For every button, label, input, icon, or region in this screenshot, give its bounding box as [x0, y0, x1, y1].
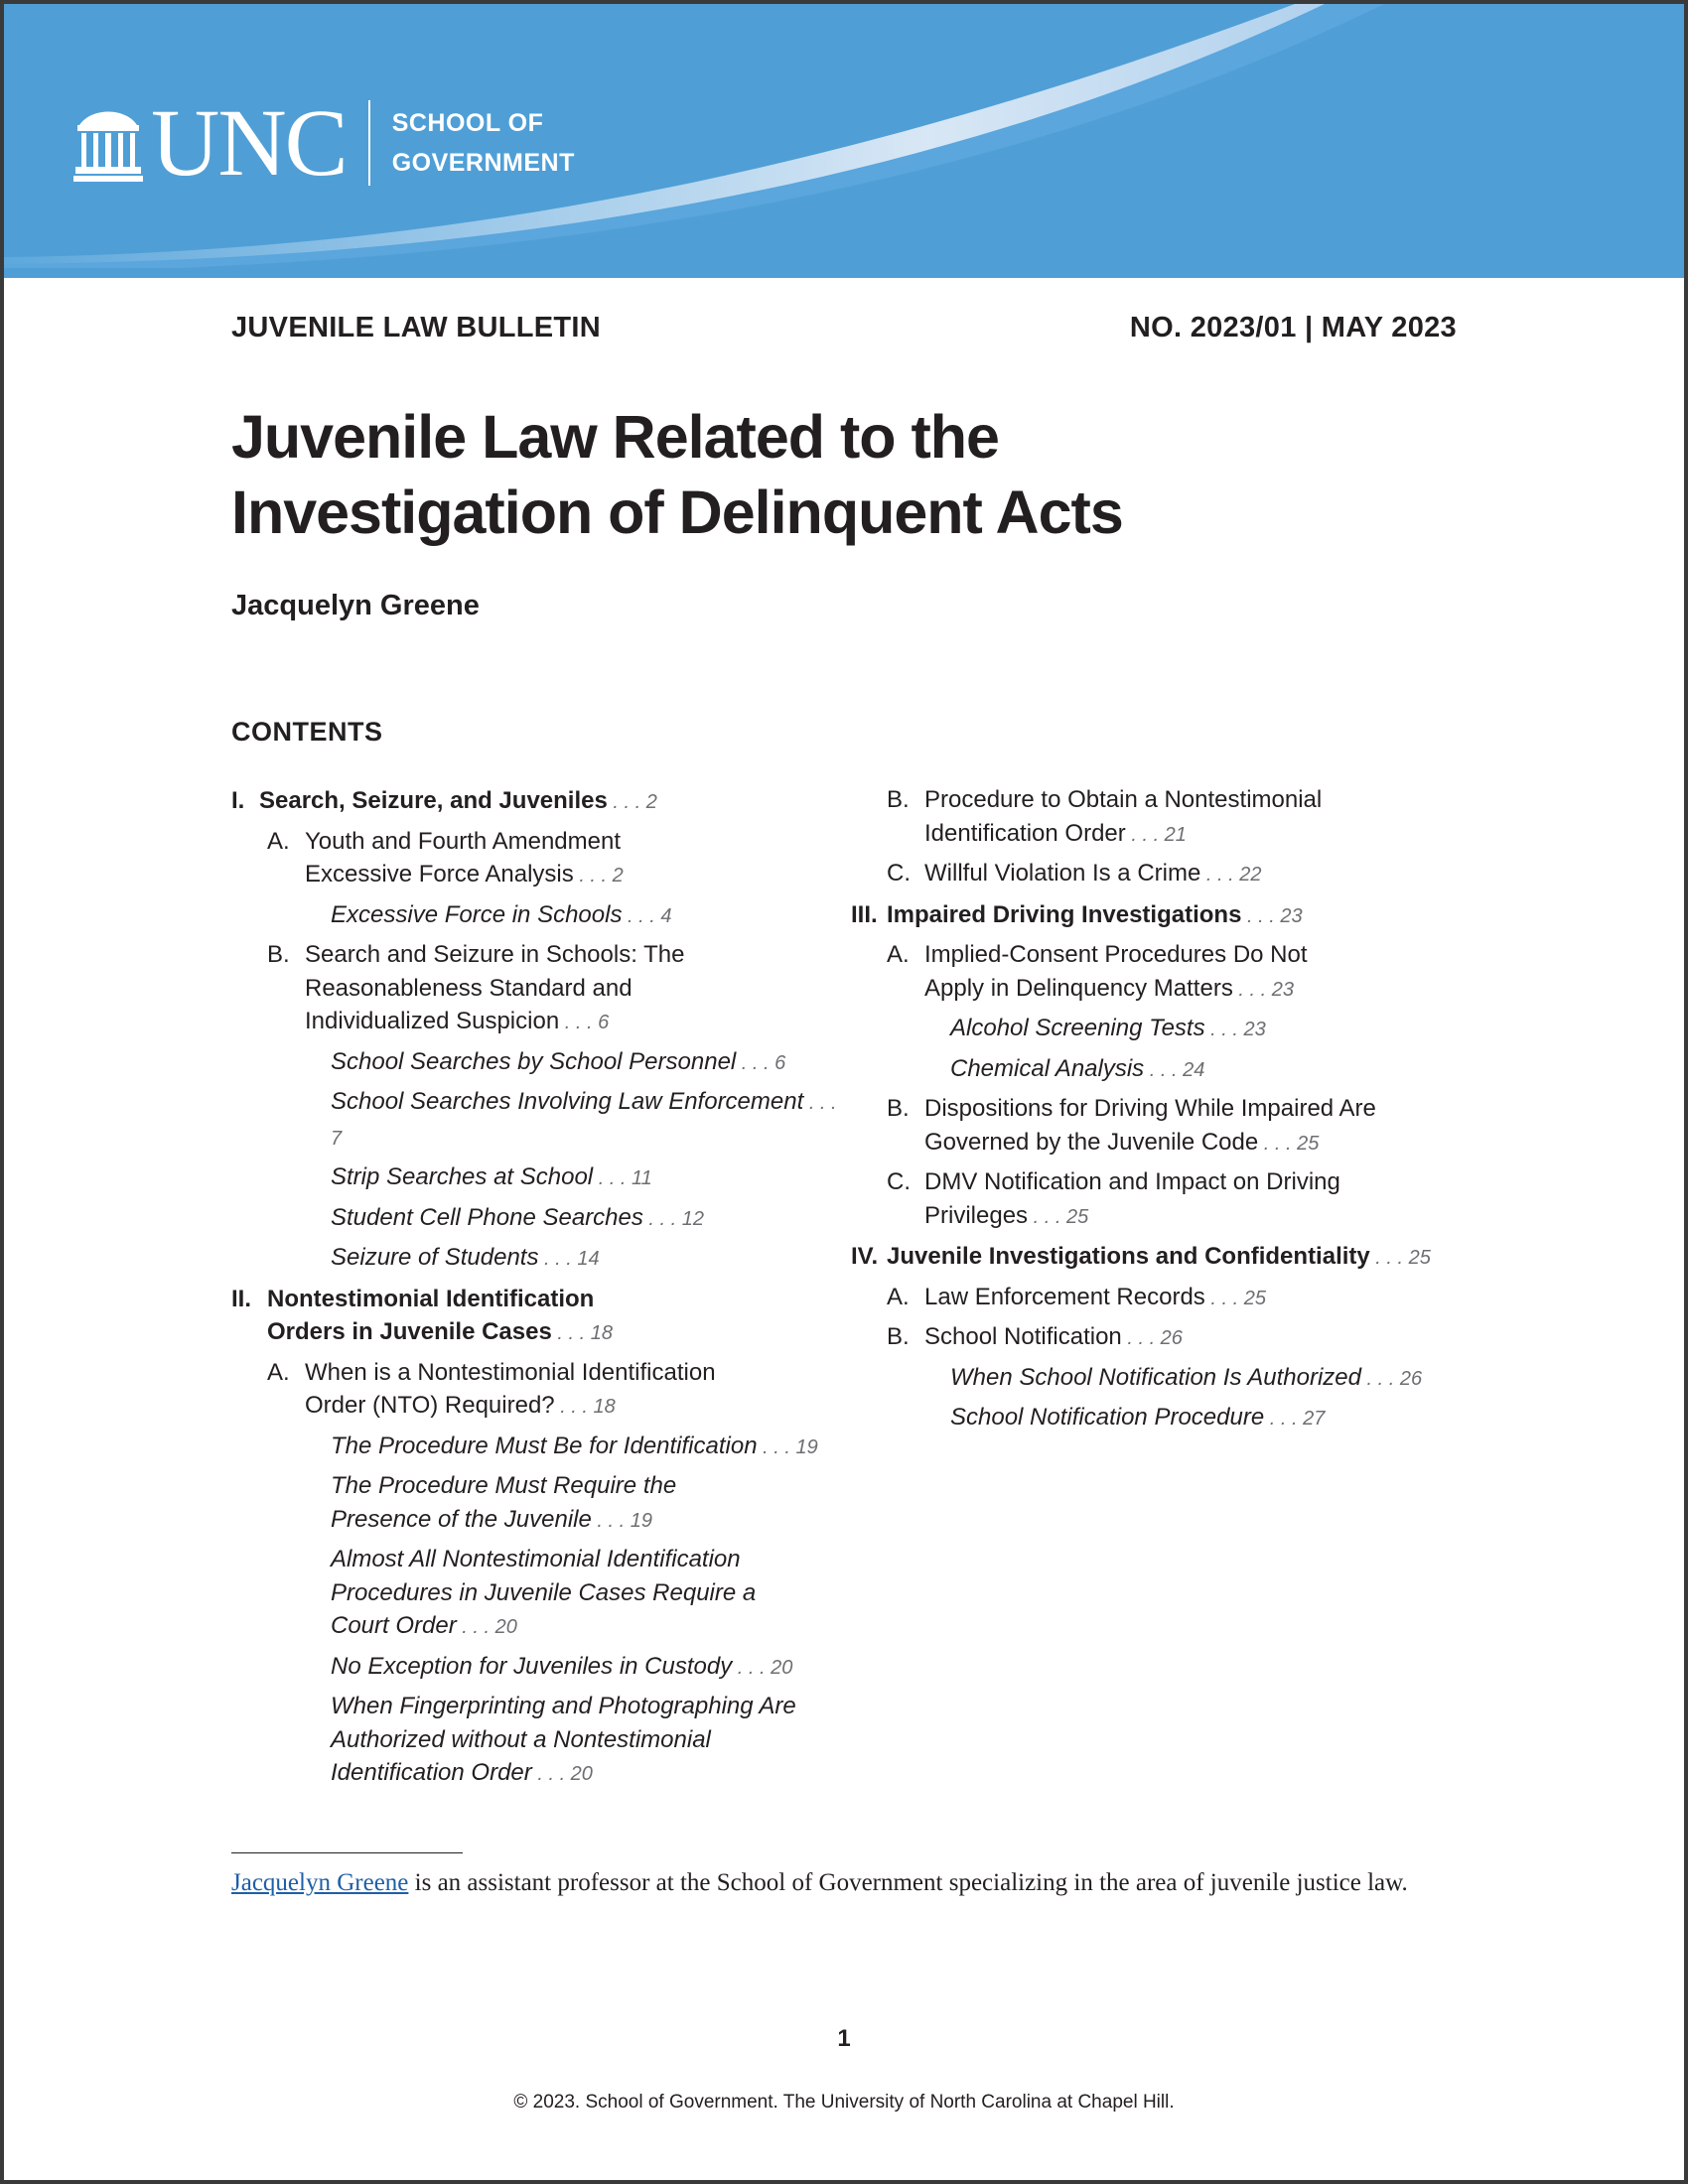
toc-entry[interactable]: C. Willful Violation Is a Crime . . . 22 [887, 860, 1262, 887]
page-ref: . . . 20 [456, 1616, 517, 1638]
school-line-1: SCHOOL OF [391, 109, 544, 137]
toc-entry[interactable]: A. Law Enforcement Records . . . 25 [887, 1283, 1266, 1310]
header-banner [4, 4, 1684, 278]
title-line-1: Juvenile Law Related to the [231, 403, 999, 471]
toc-entry[interactable]: Seizure of Students . . . 14 [331, 1244, 600, 1271]
toc-entry[interactable]: The Procedure Must Require the Presence of the Juvenile . . . 19 [331, 1472, 677, 1533]
unc-logo [73, 89, 575, 196]
page-ref: . . . 20 [732, 1656, 793, 1679]
title-line-2: Investigation of Delinquent Acts [231, 478, 1123, 546]
page-ref: . . . 21 [1125, 823, 1187, 846]
toc-entry[interactable]: A. Implied-Consent Procedures Do Not Apply in Delinquency Matters . . . 23 [887, 941, 1308, 1002]
toc-entry[interactable]: II. Nontestimonial Identification Orders in Juvenile Cases . . . 18 [231, 1285, 613, 1345]
page-ref: . . . 19 [591, 1509, 652, 1532]
toc-entry[interactable]: C. DMV Notification and Impact on Driving Privileges . . . 25 [887, 1168, 1340, 1229]
page-ref: . . . 25 [1028, 1205, 1089, 1228]
page-ref: . . . 27 [1264, 1408, 1326, 1430]
page-ref: . . . 2 [607, 791, 657, 813]
page-ref: . . . 4 [622, 904, 672, 927]
page-ref: . . . 7 [331, 1092, 837, 1150]
page-ref: . . . 14 [538, 1248, 600, 1270]
toc-entry[interactable]: Excessive Force in Schools . . . 4 [331, 900, 672, 928]
toc-entry[interactable]: Strip Searches at School . . . 11 [331, 1163, 652, 1190]
toc-entry[interactable]: When School Notification Is Authorized . . . 26 [950, 1363, 1423, 1391]
toc-entry[interactable]: School Searches Involving Law Enforcement . . . 7 [331, 1088, 837, 1150]
page-ref: . . . 24 [1144, 1058, 1205, 1081]
page-ref: . . . 11 [593, 1167, 652, 1189]
page-ref: . . . 26 [1121, 1327, 1183, 1349]
toc-entry[interactable]: IV. Juvenile Investigations and Confidentiality . . . 25 [851, 1243, 1431, 1270]
logo-divider [368, 100, 370, 186]
contents-heading: CONTENTS [231, 717, 383, 747]
footnote-rule [231, 1852, 463, 1853]
toc-left-column [231, 778, 847, 1792]
toc-entry[interactable]: School Searches by School Personnel . . . 6 [331, 1047, 786, 1075]
copyright-notice: © 2023. School of Government. The University of North Carolina at Chapel Hill. [513, 2092, 1175, 2113]
old-well-icon [73, 103, 143, 183]
toc-entry[interactable]: When Fingerprinting and Photographing Are Authorized without a Nontestimonial Identification Order . . . 20 [331, 1693, 796, 1786]
author-footnote [231, 1866, 1463, 1900]
page-ref: . . . 23 [1204, 1019, 1266, 1040]
toc-entry[interactable]: B. School Notification . . . 26 [887, 1323, 1183, 1350]
toc-entry[interactable]: Student Cell Phone Searches . . . 12 [331, 1203, 705, 1231]
toc-entry[interactable]: No Exception for Juveniles in Custody . . . 20 [331, 1652, 793, 1680]
page-ref: . . . 20 [531, 1763, 593, 1785]
page-ref: . . . 6 [559, 1012, 610, 1033]
page-ref: . . . 19 [757, 1435, 818, 1458]
page-ref: . . . 2 [573, 865, 624, 887]
page-ref: . . . 25 [1369, 1247, 1431, 1269]
page-ref: . . . 26 [1361, 1367, 1423, 1390]
toc-entry[interactable]: The Procedure Must Be for Identification . . . 19 [331, 1432, 818, 1459]
page-ref: . . . 23 [1241, 904, 1303, 927]
toc-entry[interactable]: I. Search, Seizure, and Juveniles . . . 2 [231, 787, 657, 814]
bulletin-series: JUVENILE LAW BULLETIN [231, 312, 602, 343]
page-ref: . . . 18 [554, 1396, 616, 1418]
author-link[interactable]: Jacquelyn Greene [231, 1869, 409, 1896]
page-title [231, 399, 1423, 550]
page-ref: . . . 25 [1204, 1287, 1266, 1309]
page-ref: . . . 25 [1258, 1132, 1320, 1155]
toc-entry[interactable]: III. Impaired Driving Investigations . . . 23 [851, 900, 1303, 928]
footnote-text: is an assistant professor at the School of Government specializing in the area of juvenile justice law. [408, 1869, 1408, 1896]
unc-wordmark: UNC [151, 89, 347, 196]
toc-entry[interactable]: School Notification Procedure . . . 27 [950, 1404, 1326, 1431]
author-name: Jacquelyn Greene [231, 590, 480, 621]
page-ref: . . . 6 [736, 1051, 786, 1074]
toc-entry[interactable]: A. Youth and Fourth Amendment Excessive Force Analysis . . . 2 [267, 827, 624, 887]
toc-entry[interactable]: A. When is a Nontestimonial Identification Order (NTO) Required? . . . 18 [267, 1358, 716, 1419]
toc-entry[interactable]: B. Search and Seizure in Schools: The Reasonableness Standard and Individualized Suspicion . . . 6 [267, 941, 685, 1034]
bulletin-number-date: NO. 2023/01 | MAY 2023 [1129, 312, 1457, 343]
school-of-government-wordmark [392, 103, 575, 183]
toc-right-column [851, 778, 1467, 1436]
toc-entry[interactable]: B. Dispositions for Driving While Impaired Are Governed by the Juvenile Code . . . 25 [887, 1095, 1376, 1156]
toc-entry[interactable]: Alcohol Screening Tests . . . 23 [950, 1015, 1266, 1041]
toc-entry[interactable]: Chemical Analysis . . . 24 [950, 1054, 1205, 1082]
page-ref: . . . 12 [642, 1207, 705, 1230]
page-number: 1 [837, 2025, 851, 2052]
page-ref: . . . 18 [551, 1322, 613, 1344]
page-ref: . . . 23 [1232, 978, 1294, 1001]
toc-entry[interactable]: B. Procedure to Obtain a Nontestimonial Identification Order . . . 21 [887, 786, 1323, 847]
page-ref: . . . 22 [1200, 864, 1262, 886]
toc-entry[interactable]: Almost All Nontestimonial Identification Procedures in Juvenile Cases Require a Court Order . . . 20 [331, 1546, 757, 1639]
school-line-2: GOVERNMENT [391, 149, 575, 177]
